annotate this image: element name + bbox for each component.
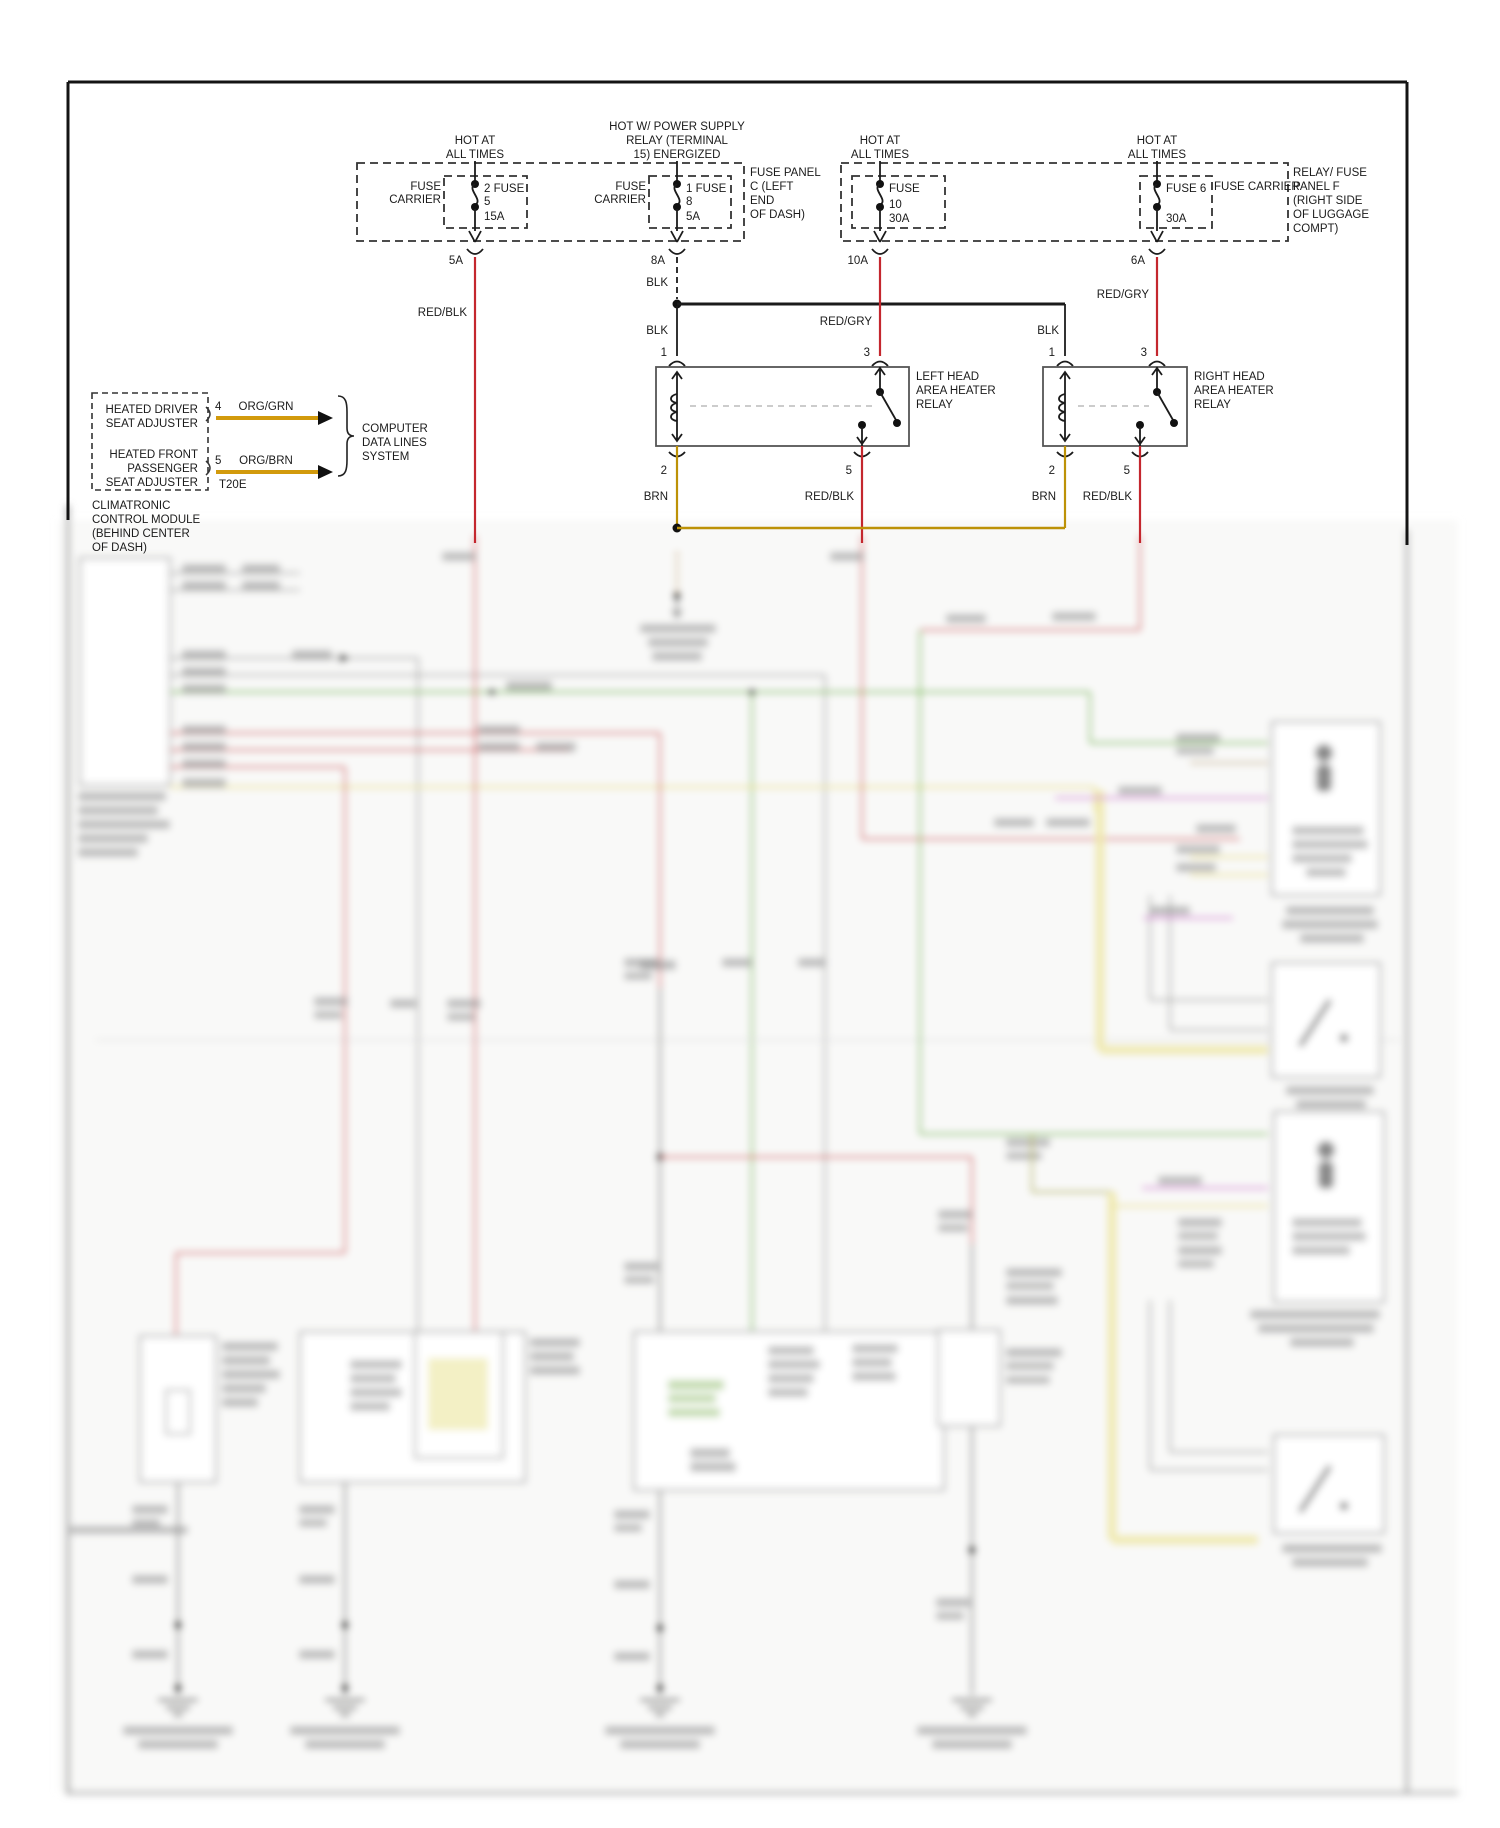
fuse2-wire-label: BLK [646, 277, 668, 289]
fuse4-hot-line1: HOT AT [1136, 135, 1178, 147]
left-relay-redblk-label: RED/BLK [804, 491, 854, 503]
fuse-3-group [820, 135, 920, 356]
fuse3-label-line1: FUSE [889, 183, 920, 195]
sharp-top-section [68, 82, 1407, 554]
fuse3-hot-line2: ALL TIMES [850, 149, 910, 161]
wire-org-brn-label: ORG/BRN [239, 455, 293, 467]
fuse2-hot-line3: 15) ENERGIZED [633, 149, 721, 161]
left-relay-pin2: 2 [660, 465, 667, 477]
right-relay-name-line2: AREA HEATER [1194, 385, 1274, 397]
panel-c-line2: C (LEFT [750, 181, 794, 193]
fuse-panel-c-label [750, 167, 821, 221]
climatronic-row1: HEATED DRIVER [105, 404, 198, 416]
blurred-sensor-box-right [1274, 1435, 1384, 1567]
panel-c-line1: FUSE PANEL [750, 167, 821, 179]
panel-f-line1: RELAY/ FUSE [1293, 167, 1367, 179]
fuse-1-group [389, 135, 524, 543]
fuse2-label-line3: 5A [686, 211, 701, 223]
right-relay-redblk-label: RED/BLK [1082, 491, 1132, 503]
fuse1-hot-line2: ALL TIMES [445, 149, 505, 161]
fuse3-wire-label: RED/GRY [819, 316, 872, 328]
fuse1-carrier-line2: CARRIER [389, 194, 441, 206]
diagram-frame [68, 82, 1407, 545]
climatronic-caption-line4: OF DASH) [92, 542, 147, 554]
panel-f-line2: PANEL F [1293, 181, 1340, 193]
left-relay-brn-label: BRN [643, 491, 668, 503]
fuse4-label-line2: 30A [1166, 213, 1187, 225]
relay2-blk-label: BLK [1037, 325, 1059, 337]
fuse3-amp-label: 10A [847, 255, 868, 267]
right-relay-group [1032, 347, 1274, 543]
climatronic-row4: PASSENGER [127, 463, 198, 475]
brace-icon [338, 396, 354, 476]
blurred-bottom-box-3 [634, 1332, 944, 1490]
computer-data-lines-line3: SYSTEM [362, 451, 410, 463]
fuse1-hot-line1: HOT AT [454, 135, 496, 147]
fuse-carrier-f-label: FUSE CARRIER [1214, 181, 1300, 193]
climatronic-pin4: 4 [215, 401, 222, 413]
fuse2-label-line1: 1 FUSE [686, 183, 727, 195]
right-relay-pin3: 3 [1140, 347, 1147, 359]
left-relay-name-line2: AREA HEATER [916, 385, 996, 397]
fuse2-wire2-label: BLK [646, 325, 668, 337]
right-relay-pin2: 2 [1048, 465, 1055, 477]
blurred-control-module-box [78, 558, 170, 857]
panel-f-line3: (RIGHT SIDE [1293, 195, 1363, 207]
panel-f-line4: OF LUGGAGE [1293, 209, 1370, 221]
computer-data-lines-line1: COMPUTER [362, 423, 428, 435]
right-relay-name-line3: RELAY [1194, 399, 1231, 411]
blurred-heater-pad-box-left [1272, 722, 1380, 943]
fuse2-carrier-line1: FUSE [615, 181, 646, 193]
fuse1-amp-label: 5A [448, 255, 463, 267]
fuse3-label-line3: 30A [889, 213, 910, 225]
fuse1-label-line3: 15A [484, 211, 505, 223]
panel-f-line5: COMPT) [1293, 223, 1339, 235]
fuse4-label-line1: FUSE 6 [1166, 183, 1207, 195]
climatronic-caption-line2: CONTROL MODULE [92, 514, 201, 526]
fuse1-label-line1: 2 FUSE [484, 183, 525, 195]
blurred-bottom-box-4 [938, 1330, 1000, 1426]
panel-c-line4: OF DASH) [750, 209, 805, 221]
fuse2-carrier-line2: CARRIER [594, 194, 646, 206]
wire-org-grn-label: ORG/GRN [238, 401, 294, 413]
fuse4-amp-label: 6A [1130, 255, 1145, 267]
left-relay-group [644, 347, 996, 543]
climatronic-row5: SEAT ADJUSTER [105, 477, 198, 489]
fuse1-carrier-line1: FUSE [410, 181, 441, 193]
left-relay-name-line3: RELAY [916, 399, 953, 411]
climatronic-caption-line1: CLIMATRONIC [92, 500, 171, 512]
fuse2-label-line2: 8 [686, 196, 693, 208]
relay-fuse-panel-f-label [1293, 167, 1369, 235]
right-relay-brn-label: BRN [1031, 491, 1056, 503]
computer-data-lines-line2: DATA LINES [362, 437, 427, 449]
left-relay-pin3: 3 [863, 347, 870, 359]
left-relay-pin5: 5 [845, 465, 852, 477]
left-relay-name-line1: LEFT HEAD [916, 371, 980, 383]
right-relay-pin1: 1 [1048, 347, 1055, 359]
fuse2-amp-label: 8A [650, 255, 665, 267]
right-relay-name-line1: RIGHT HEAD [1194, 371, 1265, 383]
climatronic-row3: HEATED FRONT [109, 449, 198, 461]
panel-c-line3: END [750, 195, 775, 207]
fuse2-hot-line1: HOT W/ POWER SUPPLY [609, 121, 745, 133]
climatronic-caption-line3: (BEHIND CENTER [92, 528, 190, 540]
fuse3-hot-line1: HOT AT [859, 135, 901, 147]
right-relay-pin5: 5 [1123, 465, 1130, 477]
climatronic-pin5: 5 [215, 455, 222, 467]
climatronic-connector: T20E [219, 479, 247, 491]
fuse2-hot-line2: RELAY (TERMINAL [626, 135, 728, 147]
fuse4-hot-line2: ALL TIMES [1127, 149, 1187, 161]
fuse1-label-line2: 5 [484, 196, 491, 208]
fuse4-wire-label: RED/GRY [1096, 289, 1149, 301]
left-relay-pin1: 1 [660, 347, 667, 359]
relay-fuse-panel-f-box [841, 163, 1288, 241]
fuse-4-group [1097, 135, 1206, 356]
climatronic-row2: SEAT ADJUSTER [105, 418, 198, 430]
fuse3-label-line2: 10 [889, 199, 902, 211]
blurred-sensor-box-left [1272, 963, 1380, 1109]
blurred-lower-region [58, 505, 1458, 1793]
fuse1-wire-label: RED/BLK [417, 307, 467, 319]
